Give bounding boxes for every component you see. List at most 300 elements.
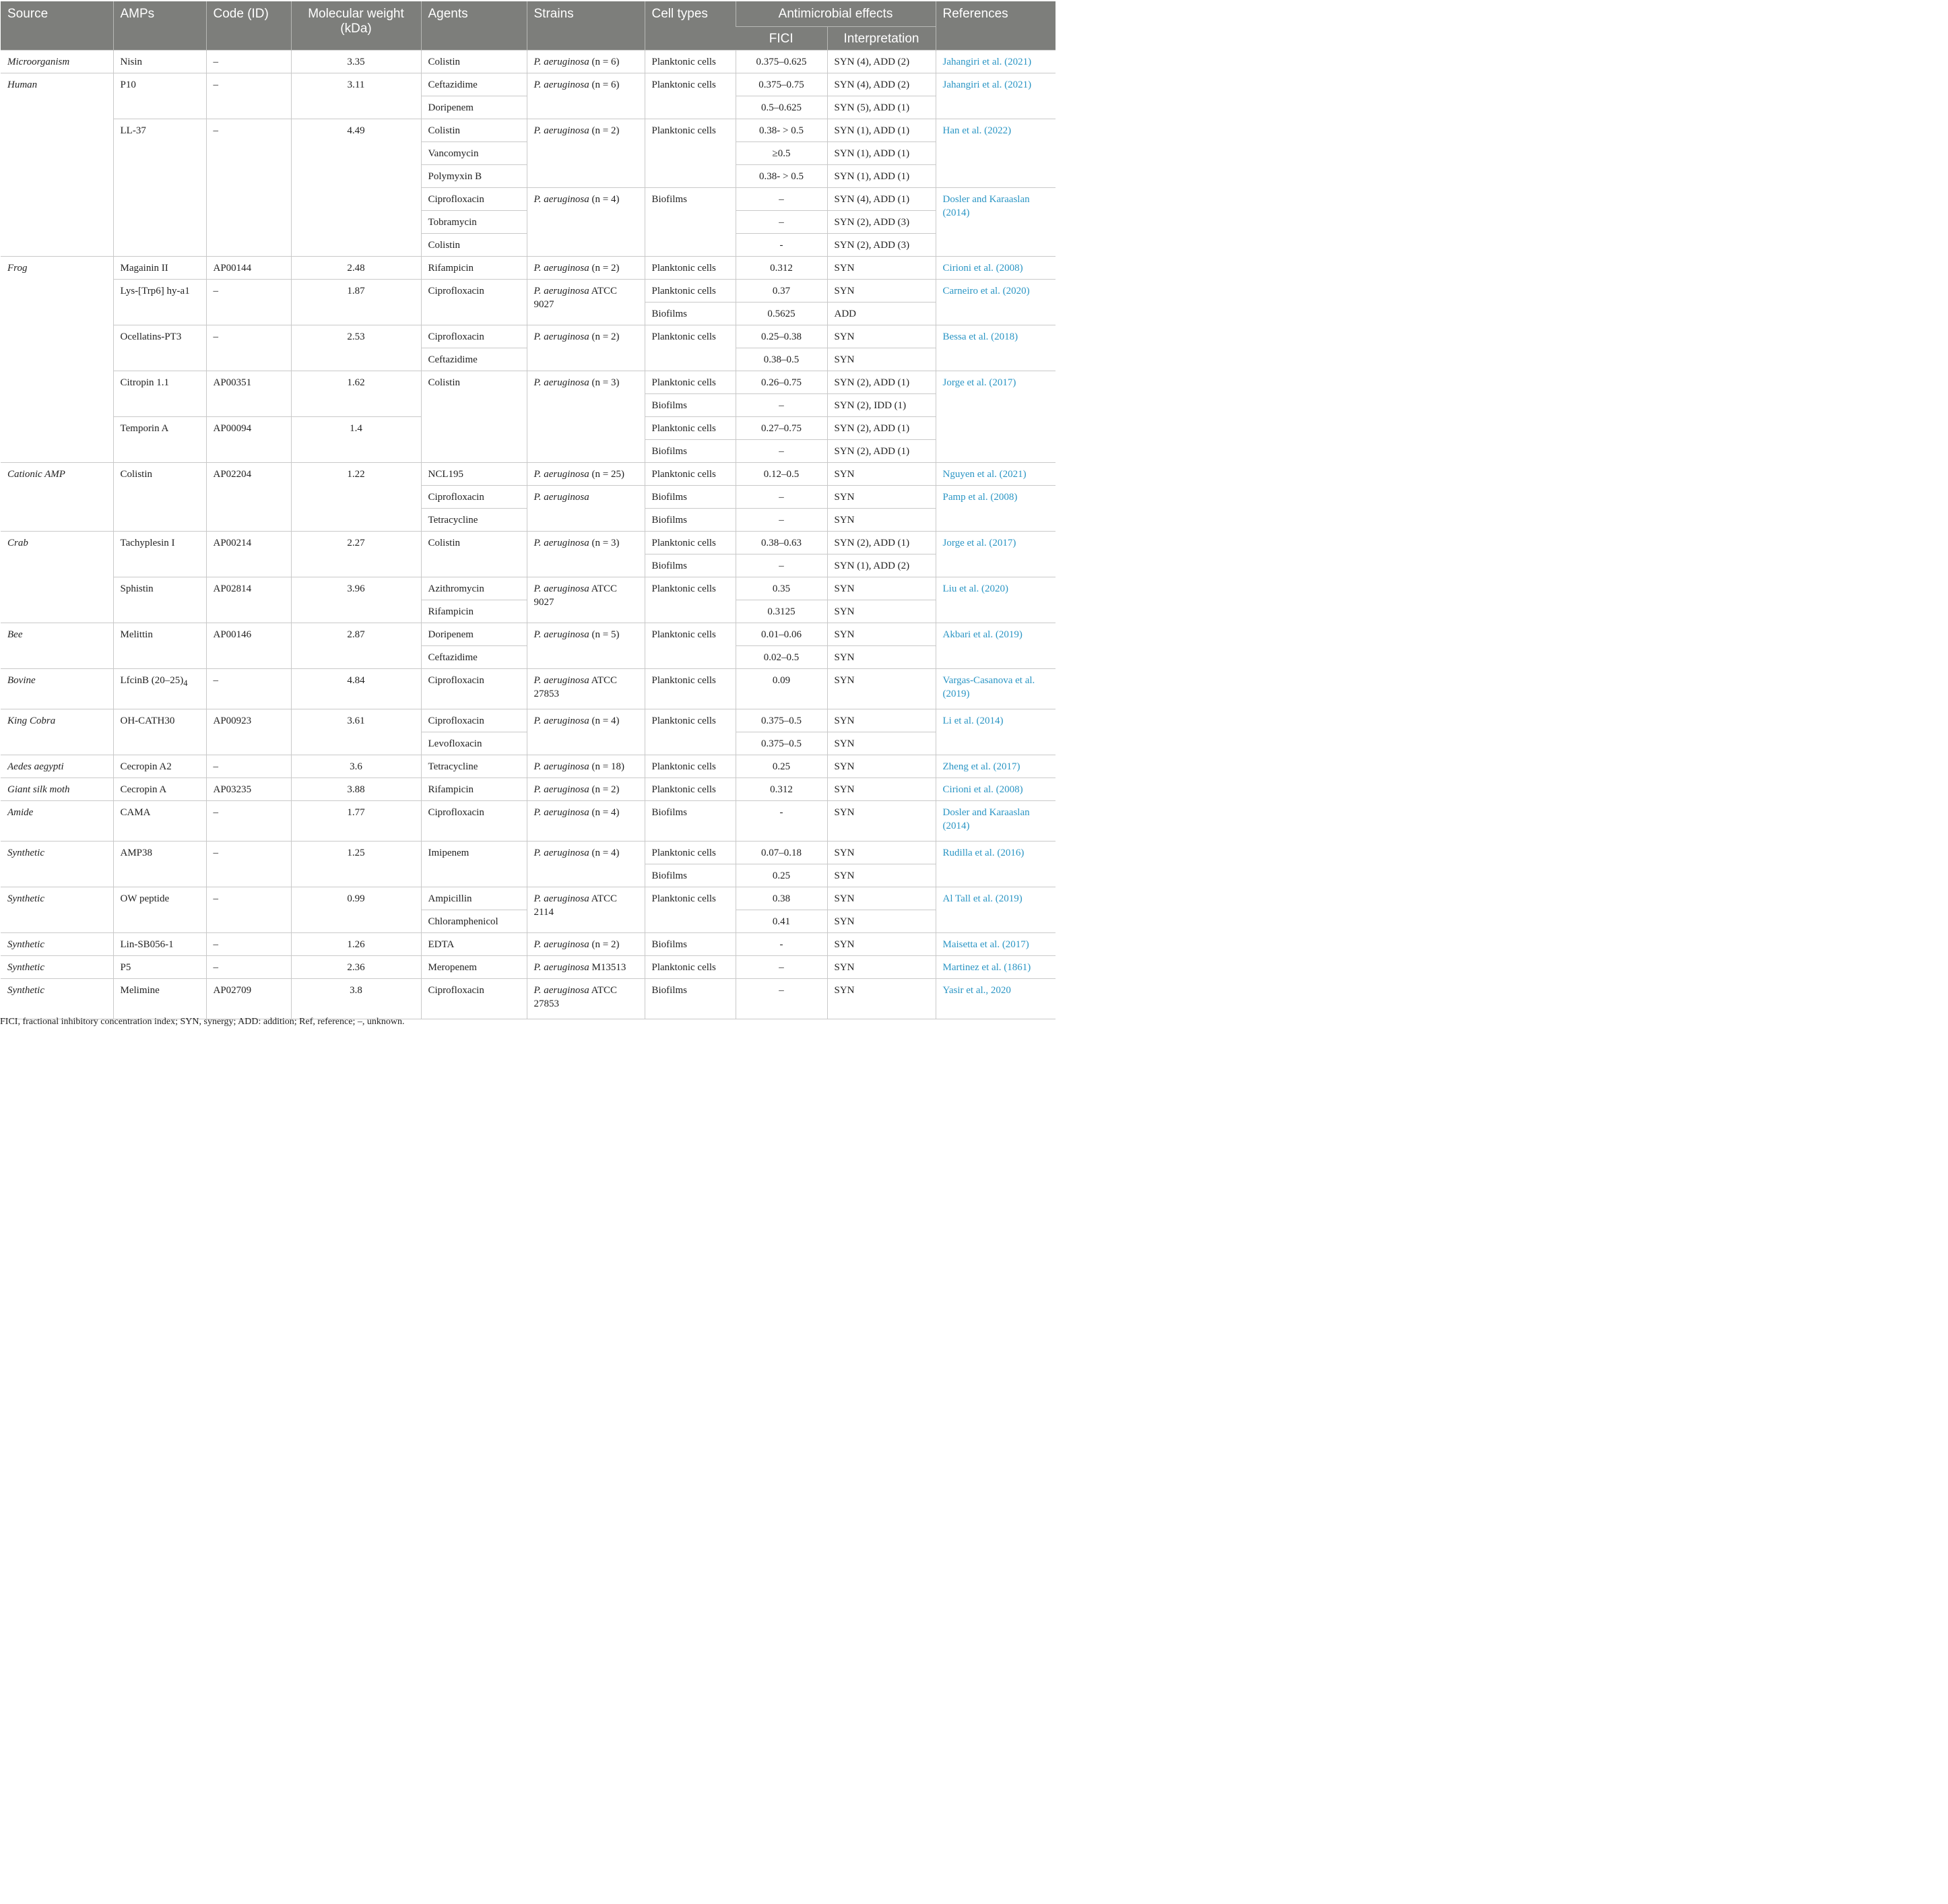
cell-interpretation: SYN [827, 801, 936, 842]
cell-code: – [206, 51, 291, 73]
cell-source: Synthetic [1, 933, 113, 956]
cell-cell-type: Planktonic cells [645, 887, 736, 933]
cell-reference-link[interactable]: Cirioni et al. (2008) [936, 257, 1056, 280]
cell-strain [527, 371, 645, 463]
cell-fici: 0.375–0.5 [736, 709, 827, 732]
cell-fici: - [736, 801, 827, 842]
cell-interpretation: SYN [827, 600, 936, 623]
cell-mw: 1.77 [291, 801, 421, 842]
cell-amp: AMP38 [113, 842, 206, 887]
cell-mw: 1.25 [291, 842, 421, 887]
cell-fici: 0.37 [736, 280, 827, 303]
cell-agent: Ciprofloxacin [421, 801, 527, 842]
cell-agent: Rifampicin [421, 257, 527, 280]
cell-code: – [206, 842, 291, 887]
header-agents: Agents [421, 1, 527, 51]
cell-agent: Ceftazidime [421, 646, 527, 669]
strain-detail: (n = 6) [589, 57, 620, 67]
cell-strain [527, 257, 645, 280]
cell-reference-link[interactable]: Jahangiri et al. (2021) [936, 51, 1056, 73]
cell-mw: 3.88 [291, 778, 421, 801]
cell-cell-type: Biofilms [645, 303, 736, 325]
table-header [1, 1, 1056, 51]
cell-agent: Ceftazidime [421, 73, 527, 96]
cell-amp: Ocellatins-PT3 [113, 325, 206, 371]
strain-species: P. aeruginosa [533, 675, 589, 686]
strain-species: P. aeruginosa [533, 761, 589, 772]
strain-detail: ATCC 9027 [533, 583, 617, 608]
cell-code: – [206, 669, 291, 709]
cell-mw: 0.99 [291, 887, 421, 933]
cell-reference-link[interactable]: Cirioni et al. (2008) [936, 778, 1056, 801]
cell-agent: Ciprofloxacin [421, 979, 527, 1019]
cell-fici: 0.38- > 0.5 [736, 119, 827, 142]
cell-fici: 0.5–0.625 [736, 96, 827, 119]
header-antimicrobial-effects: Antimicrobial effects [736, 1, 936, 27]
cell-mw: 4.84 [291, 669, 421, 709]
strain-detail: (n = 2) [589, 331, 620, 342]
cell-agent: Tobramycin [421, 211, 527, 234]
cell-reference-link[interactable]: Pamp et al. (2008) [936, 486, 1056, 532]
amp-name: LfcinB (20–25) [120, 675, 184, 686]
cell-cell-type: Planktonic cells [645, 257, 736, 280]
cell-mw: 3.6 [291, 755, 421, 778]
cell-fici: 0.312 [736, 257, 827, 280]
strain-species: P. aeruginosa [533, 377, 589, 388]
cell-interpretation: SYN (1), ADD (2) [827, 554, 936, 577]
table-row [1, 73, 1056, 96]
strain-species: P. aeruginosa [533, 784, 589, 795]
cell-strain [527, 755, 645, 778]
cell-mw: 3.8 [291, 979, 421, 1019]
strain-species: P. aeruginosa [533, 848, 589, 858]
cell-mw: 1.22 [291, 463, 421, 532]
cell-code: AP02814 [206, 577, 291, 623]
cell-interpretation: SYN (5), ADD (1) [827, 96, 936, 119]
cell-code: AP00094 [206, 417, 291, 463]
cell-fici: 0.07–0.18 [736, 842, 827, 864]
cell-amp: P10 [113, 73, 206, 119]
header-amps: AMPs [113, 1, 206, 51]
header-source: Source [7, 7, 48, 21]
cell-strain [527, 51, 645, 73]
cell-agent: Colistin [421, 51, 527, 73]
cell-code: AP00214 [206, 532, 291, 577]
cell-cell-type: Planktonic cells [645, 280, 736, 303]
table-row [1, 257, 1056, 280]
cell-reference-link[interactable]: Zheng et al. (2017) [936, 755, 1056, 778]
strain-detail: (n = 3) [589, 377, 620, 388]
strain-detail: ATCC 2114 [533, 893, 617, 918]
cell-mw: 2.48 [291, 257, 421, 280]
cell-agent: Polymyxin B [421, 165, 527, 188]
strain-species: P. aeruginosa [533, 331, 589, 342]
cell-reference-link[interactable]: Yasir et al., 2020 [936, 979, 1056, 1019]
header-cell-types: Cell types [645, 1, 736, 51]
strain-detail: (n = 4) [589, 807, 620, 818]
cell-agent: Ceftazidime [421, 348, 527, 371]
cell-strain [527, 486, 645, 532]
cell-amp: Melittin [113, 623, 206, 669]
table-row [1, 532, 1056, 554]
cell-fici: 0.375–0.5 [736, 732, 827, 755]
cell-interpretation: SYN [827, 486, 936, 509]
cell-amp: Nisin [113, 51, 206, 73]
cell-fici: 0.27–0.75 [736, 417, 827, 440]
cell-source: Synthetic [1, 887, 113, 933]
cell-strain [527, 933, 645, 956]
cell-interpretation: SYN [827, 842, 936, 864]
cell-interpretation: SYN [827, 778, 936, 801]
header-strains: Strains [527, 1, 645, 51]
cell-code: – [206, 325, 291, 371]
cell-cell-type: Planktonic cells [645, 623, 736, 669]
cell-agent: Colistin [421, 371, 527, 463]
table-row [1, 709, 1056, 732]
cell-interpretation: SYN (2), ADD (3) [827, 211, 936, 234]
cell-fici: 0.02–0.5 [736, 646, 827, 669]
strain-species: P. aeruginosa [533, 125, 589, 136]
strain-species: P. aeruginosa [533, 583, 589, 594]
cell-mw: 2.53 [291, 325, 421, 371]
strain-detail: (n = 18) [589, 761, 624, 772]
cell-strain [527, 887, 645, 933]
cell-mw: 2.27 [291, 532, 421, 577]
cell-reference-link[interactable]: Li et al. (2014) [936, 709, 1056, 755]
cell-fici: 0.312 [736, 778, 827, 801]
strain-species: P. aeruginosa [533, 263, 589, 274]
strain-species: P. aeruginosa [533, 538, 589, 548]
cell-strain [527, 463, 645, 486]
cell-strain [527, 956, 645, 979]
cell-strain [527, 577, 645, 623]
cell-cell-type: Planktonic cells [645, 956, 736, 979]
cell-amp: Lys-[Trp6] hy-a1 [113, 280, 206, 325]
cell-fici: – [736, 394, 827, 417]
cell-strain [527, 188, 645, 257]
cell-source: Synthetic [1, 956, 113, 979]
cell-interpretation: SYN (2), ADD (1) [827, 371, 936, 394]
cell-cell-type: Planktonic cells [645, 73, 736, 119]
cell-code: AP00351 [206, 371, 291, 417]
cell-source: Microorganism [1, 51, 113, 73]
cell-fici: – [736, 486, 827, 509]
cell-interpretation: SYN [827, 257, 936, 280]
cell-strain [527, 280, 645, 325]
cell-code: – [206, 755, 291, 778]
cell-code: AP02709 [206, 979, 291, 1019]
cell-interpretation: SYN [827, 463, 936, 486]
cell-strain [527, 669, 645, 709]
cell-cell-type: Biofilms [645, 509, 736, 532]
cell-reference-link[interactable]: Liu et al. (2020) [936, 577, 1056, 623]
table-row [1, 325, 1056, 348]
cell-code: AP00144 [206, 257, 291, 280]
cell-interpretation: SYN [827, 348, 936, 371]
cell-fici: – [736, 440, 827, 463]
header-molecular-weight: Molecular weight (kDa) [291, 1, 421, 51]
cell-reference-link[interactable]: Vargas-Casanova et al. (2019) [936, 669, 1056, 709]
cell-interpretation: SYN (2), ADD (1) [827, 417, 936, 440]
strain-species: P. aeruginosa [533, 194, 589, 205]
cell-source: Amide [1, 801, 113, 842]
table-row [1, 979, 1056, 1019]
cell-interpretation: SYN (4), ADD (2) [827, 51, 936, 73]
cell-reference-link[interactable]: Akbari et al. (2019) [936, 623, 1056, 669]
cell-code: – [206, 887, 291, 933]
table-body [1, 51, 1056, 1019]
cell-cell-type: Biofilms [645, 554, 736, 577]
cell-interpretation: SYN (1), ADD (1) [827, 142, 936, 165]
cell-mw: 2.87 [291, 623, 421, 669]
cell-agent: Azithromycin [421, 577, 527, 600]
cell-code: – [206, 280, 291, 325]
cell-amp: Tachyplesin I [113, 532, 206, 577]
cell-fici: 0.25 [736, 755, 827, 778]
cell-cell-type: Planktonic cells [645, 532, 736, 554]
cell-reference-link[interactable]: Bessa et al. (2018) [936, 325, 1056, 371]
cell-fici: – [736, 188, 827, 211]
cell-agent: Tetracycline [421, 755, 527, 778]
cell-strain [527, 119, 645, 188]
strain-detail: ATCC 27853 [533, 985, 617, 1009]
cell-cell-type: Planktonic cells [645, 371, 736, 394]
strain-species: P. aeruginosa [533, 80, 589, 90]
cell-fici: – [736, 509, 827, 532]
cell-amp: P5 [113, 956, 206, 979]
cell-fici: 0.12–0.5 [736, 463, 827, 486]
cell-reference-link[interactable]: Jorge et al. (2017) [936, 532, 1056, 577]
table-row [1, 623, 1056, 646]
cell-cell-type: Biofilms [645, 979, 736, 1019]
cell-reference-link[interactable]: Dosler and Karaaslan (2014) [936, 188, 1056, 257]
cell-amp: Temporin A [113, 417, 206, 463]
cell-strain [527, 73, 645, 119]
cell-fici: 0.26–0.75 [736, 371, 827, 394]
cell-reference-link[interactable]: Jahangiri et al. (2021) [936, 73, 1056, 119]
cell-interpretation: SYN [827, 709, 936, 732]
strain-detail: (n = 5) [589, 629, 620, 640]
strain-detail: ATCC 9027 [533, 286, 617, 310]
cell-agent: Levofloxacin [421, 732, 527, 755]
cell-agent: Doripenem [421, 96, 527, 119]
cell-agent: NCL195 [421, 463, 527, 486]
strain-species: P. aeruginosa [533, 716, 589, 726]
cell-interpretation: SYN [827, 509, 936, 532]
cell-reference-link[interactable]: Nguyen et al. (2021) [936, 463, 1056, 486]
cell-fici: 0.25 [736, 864, 827, 887]
cell-fici: 0.09 [736, 669, 827, 709]
cell-cell-type: Planktonic cells [645, 417, 736, 440]
cell-interpretation: SYN (1), ADD (1) [827, 119, 936, 142]
cell-fici: - [736, 234, 827, 257]
cell-cell-type: Planktonic cells [645, 577, 736, 623]
table-row [1, 463, 1056, 486]
cell-fici: ≥0.5 [736, 142, 827, 165]
cell-source: Bovine [1, 669, 113, 709]
cell-amp: CAMA [113, 801, 206, 842]
cell-source: Bee [1, 623, 113, 669]
cell-mw: 1.87 [291, 280, 421, 325]
cell-amp: Cecropin A [113, 778, 206, 801]
cell-reference-link[interactable]: Al Tall et al. (2019) [936, 887, 1056, 933]
cell-agent: Ciprofloxacin [421, 188, 527, 211]
cell-mw: 1.4 [291, 417, 421, 463]
cell-cell-type: Planktonic cells [645, 325, 736, 371]
cell-strain [527, 778, 645, 801]
strain-detail: (n = 2) [589, 784, 620, 795]
cell-cell-type: Biofilms [645, 188, 736, 257]
cell-code: AP00146 [206, 623, 291, 669]
strain-detail: ATCC 27853 [533, 675, 617, 699]
cell-fici: – [736, 979, 827, 1019]
cell-strain [527, 979, 645, 1019]
page [0, 0, 1056, 1032]
cell-agent: Ampicillin [421, 887, 527, 910]
table-row [1, 119, 1056, 142]
cell-interpretation: SYN [827, 732, 936, 755]
cell-cell-type: Biofilms [645, 933, 736, 956]
cell-mw: 2.36 [291, 956, 421, 979]
cell-mw: 3.61 [291, 709, 421, 755]
cell-agent: Colistin [421, 234, 527, 257]
cell-cell-type: Planktonic cells [645, 669, 736, 709]
cell-mw: 3.35 [291, 51, 421, 73]
cell-agent: Rifampicin [421, 600, 527, 623]
cell-cell-type: Biofilms [645, 864, 736, 887]
cell-cell-type: Biofilms [645, 801, 736, 842]
strain-species: P. aeruginosa [533, 286, 589, 296]
cell-interpretation: SYN [827, 887, 936, 910]
strain-species: P. aeruginosa [533, 962, 589, 973]
strain-detail: (n = 25) [589, 469, 624, 480]
table-row [1, 933, 1056, 956]
cell-fici: - [736, 933, 827, 956]
strain-detail: (n = 2) [589, 263, 620, 274]
table-row [1, 755, 1056, 778]
cell-interpretation: SYN (2), IDD (1) [827, 394, 936, 417]
cell-source: Synthetic [1, 979, 113, 1019]
cell-agent: Meropenem [421, 956, 527, 979]
cell-fici: 0.38–0.63 [736, 532, 827, 554]
strain-species: P. aeruginosa [533, 939, 589, 950]
cell-reference-link[interactable]: Carneiro et al. (2020) [936, 280, 1056, 325]
strain-species: P. aeruginosa [533, 492, 589, 503]
cell-strain [527, 532, 645, 577]
cell-interpretation: SYN [827, 280, 936, 303]
cell-interpretation: SYN [827, 577, 936, 600]
cell-source: Frog [1, 257, 113, 463]
cell-reference-link[interactable]: Han et al. (2022) [936, 119, 1056, 188]
cell-mw: 3.96 [291, 577, 421, 623]
cell-fici: 0.01–0.06 [736, 623, 827, 646]
cell-agent: Chloramphenicol [421, 910, 527, 933]
cell-cell-type: Planktonic cells [645, 463, 736, 486]
header-code: Code (ID) [206, 1, 291, 51]
cell-source: Aedes aegypti [1, 755, 113, 778]
cell-mw: 1.26 [291, 933, 421, 956]
cell-amp: OH-CATH30 [113, 709, 206, 755]
cell-interpretation: SYN [827, 956, 936, 979]
cell-reference-link[interactable]: Rudilla et al. (2016) [936, 842, 1056, 887]
cell-agent: Ciprofloxacin [421, 280, 527, 325]
cell-cell-type: Planktonic cells [645, 51, 736, 73]
cell-agent: EDTA [421, 933, 527, 956]
cell-agent: Rifampicin [421, 778, 527, 801]
strain-detail: (n = 6) [589, 80, 620, 90]
cell-fici: 0.375–0.75 [736, 73, 827, 96]
cell-fici: 0.38- > 0.5 [736, 165, 827, 188]
strain-species: P. aeruginosa [533, 807, 589, 818]
cell-fici: 0.35 [736, 577, 827, 600]
cell-reference-link[interactable]: Dosler and Karaaslan (2014) [936, 801, 1056, 842]
table-row [1, 371, 1056, 394]
cell-strain [527, 801, 645, 842]
cell-strain [527, 709, 645, 755]
cell-mw: 1.62 [291, 371, 421, 417]
cell-fici: 0.38–0.5 [736, 348, 827, 371]
cell-agent: Colistin [421, 532, 527, 577]
table-row [1, 842, 1056, 864]
table-row [1, 51, 1056, 73]
strain-species: P. aeruginosa [533, 985, 589, 996]
cell-source: Cationic AMP [1, 463, 113, 532]
table-row [1, 887, 1056, 910]
table-row [1, 956, 1056, 979]
cell-fici: 0.375–0.625 [736, 51, 827, 73]
cell-cell-type: Planktonic cells [645, 119, 736, 188]
cell-cell-type: Biofilms [645, 394, 736, 417]
cell-reference-link[interactable]: Martinez et al. (1861) [936, 956, 1056, 979]
cell-interpretation: SYN [827, 646, 936, 669]
table-row [1, 778, 1056, 801]
cell-amp: Melimine [113, 979, 206, 1019]
strain-detail: M13513 [589, 962, 626, 973]
cell-code: AP03235 [206, 778, 291, 801]
cell-interpretation: SYN [827, 910, 936, 933]
cell-mw: 3.11 [291, 73, 421, 119]
cell-fici: 0.3125 [736, 600, 827, 623]
cell-cell-type: Biofilms [645, 486, 736, 509]
cell-interpretation: SYN [827, 623, 936, 646]
cell-fici: 0.41 [736, 910, 827, 933]
cell-agent: Ciprofloxacin [421, 325, 527, 348]
strain-detail: (n = 2) [589, 125, 620, 136]
cell-agent: Doripenem [421, 623, 527, 646]
cell-fici: – [736, 211, 827, 234]
cell-fici: – [736, 956, 827, 979]
cell-code: AP02204 [206, 463, 291, 532]
cell-reference-link[interactable]: Jorge et al. (2017) [936, 371, 1056, 463]
cell-reference-link[interactable]: Maisetta et al. (2017) [936, 933, 1056, 956]
cell-strain [527, 623, 645, 669]
header-fici: FICI [736, 27, 827, 51]
strain-detail: (n = 4) [589, 716, 620, 726]
cell-fici: 0.5625 [736, 303, 827, 325]
cell-mw: 4.49 [291, 119, 421, 257]
strain-detail: (n = 3) [589, 538, 620, 548]
cell-source: Synthetic [1, 842, 113, 887]
cell-source: Giant silk moth [1, 778, 113, 801]
cell-source: King Cobra [1, 709, 113, 755]
cell-amp: Sphistin [113, 577, 206, 623]
amp-subscript: 4 [183, 678, 188, 688]
strain-species: P. aeruginosa [533, 893, 589, 904]
cell-interpretation: SYN (4), ADD (2) [827, 73, 936, 96]
cell-agent: Ciprofloxacin [421, 709, 527, 732]
cell-agent: Imipenem [421, 842, 527, 887]
cell-cell-type: Planktonic cells [645, 842, 736, 864]
